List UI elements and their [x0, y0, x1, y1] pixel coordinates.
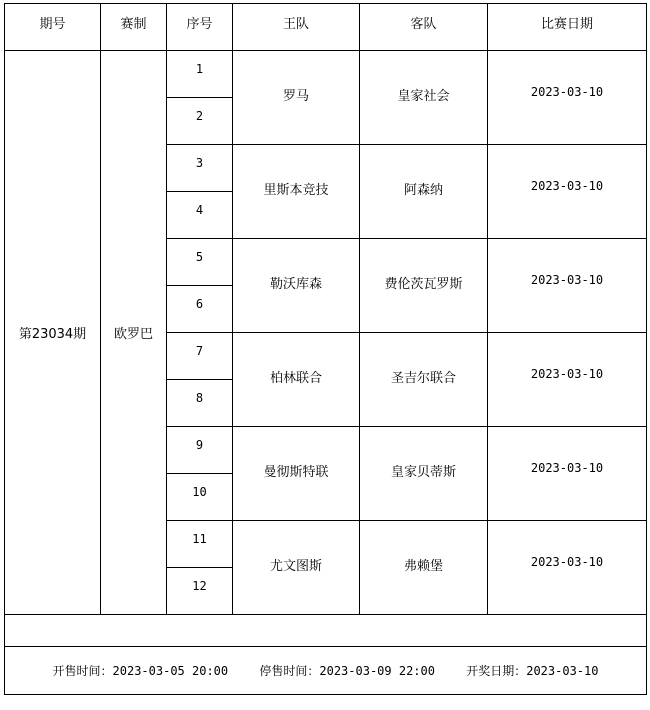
footer-cell: [5, 647, 647, 695]
seq-cell: 7: [167, 333, 233, 380]
header-row: [5, 4, 647, 51]
seq-cell: 10: [167, 474, 233, 521]
seq-cell: 6: [167, 286, 233, 333]
match-date-cell: 2023-03-10: [488, 239, 647, 333]
away-team-cell: 圣吉尔联合: [360, 333, 488, 427]
away-team-cell: 弗赖堡: [360, 521, 488, 615]
match-date-cell: 2023-03-10: [488, 521, 647, 615]
home-team-cell: 里斯本竞技: [233, 145, 360, 239]
seq-cell: 3: [167, 145, 233, 192]
sale-start-time: 开售时间：2023-03-05 20:00: [52, 664, 229, 678]
header-seq: 序号: [167, 4, 233, 51]
match-date-cell: 2023-03-10: [488, 427, 647, 521]
away-team-cell: 阿森纳: [360, 145, 488, 239]
match-date-cell: 2023-03-10: [488, 51, 647, 145]
issue-cell: 第23034期: [5, 51, 101, 615]
blank-row: [5, 615, 647, 647]
seq-cell: 5: [167, 239, 233, 286]
seq-cell: 4: [167, 192, 233, 239]
seq-cell: 2: [167, 98, 233, 145]
home-team-cell: 勒沃库森: [233, 239, 360, 333]
schedule-table: [4, 3, 647, 695]
seq-cell: 1: [167, 51, 233, 98]
competition-cell: 欧罗巴: [101, 51, 167, 615]
away-team-cell: 费伦茨瓦罗斯: [360, 239, 488, 333]
header-away: 客队: [360, 4, 488, 51]
away-team-cell: 皇家社会: [360, 51, 488, 145]
header-competition: 赛制: [101, 4, 167, 51]
footer-row: [5, 647, 647, 695]
match-date-cell: 2023-03-10: [488, 333, 647, 427]
seq-cell: 8: [167, 380, 233, 427]
header-date: 比赛日期: [488, 4, 647, 51]
table-row: [5, 51, 647, 98]
blank-cell: [5, 615, 647, 647]
home-team-cell: 尤文图斯: [233, 521, 360, 615]
draw-date: 开奖日期：2023-03-10: [466, 664, 599, 678]
seq-cell: 9: [167, 427, 233, 474]
header-home: 王队: [233, 4, 360, 51]
header-issue: 期号: [5, 4, 101, 51]
seq-cell: 11: [167, 521, 233, 568]
seq-cell: 12: [167, 568, 233, 615]
away-team-cell: 皇家贝蒂斯: [360, 427, 488, 521]
home-team-cell: 柏林联合: [233, 333, 360, 427]
sale-stop-time: 停售时间：2023-03-09 22:00: [259, 664, 435, 678]
home-team-cell: 罗马: [233, 51, 360, 145]
match-date-cell: 2023-03-10: [488, 145, 647, 239]
home-team-cell: 曼彻斯特联: [233, 427, 360, 521]
